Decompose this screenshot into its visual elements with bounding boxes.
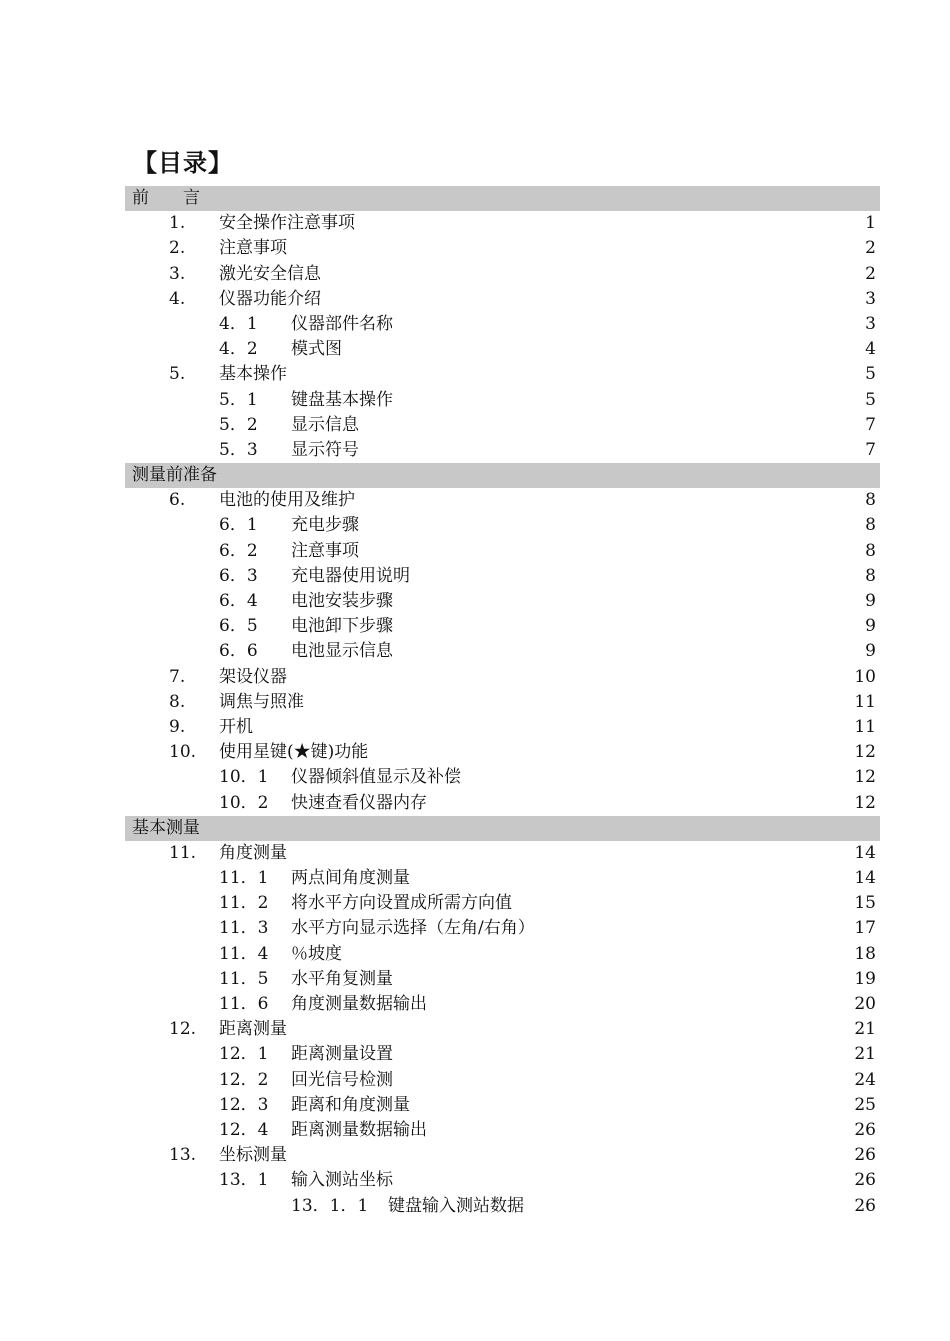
entry-number: 5．2 [219, 414, 258, 435]
entry-title: 显示信息 [291, 414, 359, 435]
entry-title: 架设仪器 [219, 666, 287, 687]
entry-title: 键盘输入测站数据 [388, 1195, 524, 1216]
toc-entry[interactable] [125, 1093, 880, 1118]
entry-number: 12. [169, 1019, 197, 1040]
entry-title: 注意事项 [291, 540, 359, 561]
entry-page-number: 19 [854, 968, 876, 989]
entry-title: 水平方向显示选择（左角/右角） [291, 918, 535, 939]
entry-number: 10．2 [219, 792, 269, 813]
entry-number: 11．2 [219, 893, 269, 914]
entry-page-number: 12 [854, 767, 876, 788]
toc-entry[interactable] [125, 564, 880, 589]
entry-page-number: 24 [854, 1069, 876, 1090]
entry-number: 13．1 [219, 1170, 269, 1191]
toc-entry[interactable] [125, 639, 880, 664]
entry-number: 6．3 [219, 565, 258, 586]
entry-number: 12．4 [219, 1119, 269, 1140]
entry-page-number: 1 [865, 213, 876, 234]
entry-title: 角度测量数据输出 [291, 994, 427, 1014]
entry-number: 6．5 [219, 616, 258, 637]
entry-number: 11．6 [219, 994, 269, 1014]
toc-entry[interactable] [125, 791, 880, 816]
entry-title: 仪器部件名称 [291, 313, 393, 334]
entry-page-number: 11 [854, 716, 876, 737]
toc-entry[interactable] [125, 413, 880, 438]
entry-number: 4．2 [219, 339, 258, 360]
entry-number: 11．3 [219, 918, 269, 939]
entry-number: 2. [169, 238, 186, 259]
entry-page-number: 21 [854, 1019, 876, 1040]
entry-number: 4. [169, 288, 186, 309]
entry-page-number: 14 [854, 842, 876, 863]
entry-title: 键盘基本操作 [291, 389, 393, 410]
entry-title: 电池显示信息 [291, 641, 393, 662]
entry-title: 开机 [219, 716, 253, 737]
toc-entry[interactable] [125, 211, 880, 236]
section-label: 测量前准备 [132, 465, 217, 486]
entry-page-number: 5 [865, 389, 876, 410]
toc-entry[interactable] [125, 262, 880, 287]
entry-title: 角度测量 [219, 842, 287, 863]
toc-entry[interactable] [125, 866, 880, 891]
toc-entry[interactable] [125, 438, 880, 463]
entry-title: 电池的使用及维护 [219, 490, 355, 511]
page-title: 【目录】 [133, 149, 233, 177]
entry-number: 12．3 [219, 1094, 269, 1115]
entry-number: 1. [169, 213, 186, 234]
toc-entry[interactable] [125, 665, 880, 690]
entry-title: 距离测量设置 [291, 1044, 393, 1065]
entry-page-number: 8 [865, 490, 876, 511]
entry-title: 模式图 [291, 339, 342, 360]
entry-page-number: 8 [865, 540, 876, 561]
entry-page-number: 2 [865, 263, 876, 284]
entry-title: 基本操作 [219, 364, 287, 385]
entry-title: 距离测量 [219, 1019, 287, 1040]
toc-entry[interactable] [125, 1042, 880, 1067]
toc-entry[interactable] [125, 1143, 880, 1168]
entry-number: 7. [169, 666, 186, 687]
toc-entry[interactable] [125, 992, 880, 1017]
entry-page-number: 26 [854, 1195, 876, 1216]
entry-page-number: 11 [854, 691, 876, 712]
entry-number: 11. [169, 842, 197, 863]
entry-page-number: 20 [854, 994, 876, 1014]
entry-number: 13．1．1 [291, 1195, 369, 1216]
entry-title: 回光信号检测 [291, 1069, 393, 1090]
entry-number: 6．2 [219, 540, 258, 561]
toc-entry[interactable] [125, 891, 880, 916]
toc-entry[interactable] [125, 942, 880, 967]
entry-title: 仪器功能介绍 [219, 288, 321, 309]
entry-page-number: 4 [865, 339, 876, 360]
toc-entry[interactable] [125, 1068, 880, 1093]
entry-page-number: 25 [854, 1094, 876, 1115]
entry-number: 13. [169, 1145, 197, 1166]
entry-number: 11．5 [219, 968, 269, 989]
entry-number: 10. [169, 742, 197, 763]
entry-number: 12．1 [219, 1044, 269, 1065]
entry-title: 两点间角度测量 [291, 868, 410, 889]
entry-page-number: 8 [865, 565, 876, 586]
entry-title: 激光安全信息 [219, 263, 321, 284]
entry-page-number: 14 [854, 868, 876, 889]
entry-page-number: 26 [854, 1145, 876, 1166]
entry-title: 使用星键(★键)功能 [219, 742, 369, 763]
entry-page-number: 3 [865, 313, 876, 334]
entry-page-number: 21 [854, 1044, 876, 1065]
toc-entry[interactable] [125, 513, 880, 538]
entry-number: 8. [169, 691, 186, 712]
entry-title: 电池卸下步骤 [291, 616, 393, 637]
toc-entry[interactable] [125, 236, 880, 261]
entry-page-number: 26 [854, 1119, 876, 1140]
entry-title: 充电步骤 [291, 515, 359, 536]
toc-entry[interactable] [125, 1118, 880, 1143]
entry-title: ％坡度 [291, 943, 342, 964]
entry-title: 距离测量数据输出 [291, 1119, 427, 1140]
toc-section-header[interactable] [125, 463, 880, 488]
entry-title: 距离和角度测量 [291, 1094, 410, 1115]
toc-entry[interactable] [125, 765, 880, 790]
entry-number: 6．1 [219, 515, 258, 536]
entry-title: 显示符号 [291, 439, 359, 460]
toc-entry[interactable] [125, 1168, 880, 1193]
toc-entry[interactable] [125, 841, 880, 866]
toc-entry[interactable] [125, 312, 880, 337]
entry-page-number: 12 [854, 792, 876, 813]
toc-entry[interactable] [125, 488, 880, 513]
toc-entry[interactable] [125, 362, 880, 387]
toc-entry[interactable] [125, 715, 880, 740]
entry-title: 水平角复测量 [291, 968, 393, 989]
toc-entry[interactable] [125, 740, 880, 765]
entry-title: 坐标测量 [219, 1145, 287, 1166]
section-label: 基本测量 [132, 817, 200, 838]
entry-number: 6. [169, 490, 186, 511]
entry-number: 11．1 [219, 868, 269, 889]
toc-section-header[interactable] [125, 186, 880, 211]
entry-page-number: 7 [865, 439, 876, 460]
toc-entry[interactable] [125, 916, 880, 941]
entry-number: 4．1 [219, 313, 258, 334]
section-label: 前 言 [132, 188, 200, 208]
toc-section-header[interactable] [125, 816, 880, 841]
entry-number: 12．2 [219, 1069, 269, 1090]
toc-entry[interactable] [125, 614, 880, 639]
entry-title: 注意事项 [219, 238, 287, 259]
entry-page-number: 26 [854, 1170, 876, 1191]
toc-entry[interactable] [125, 589, 880, 614]
toc-entry[interactable] [125, 1017, 880, 1042]
entry-number: 3. [169, 263, 186, 284]
entry-page-number: 12 [854, 742, 876, 763]
entry-page-number: 8 [865, 515, 876, 536]
entry-page-number: 9 [865, 641, 876, 662]
toc-entry[interactable] [125, 287, 880, 312]
entry-title: 安全操作注意事项 [219, 213, 355, 234]
entry-page-number: 9 [865, 591, 876, 611]
toc-entry[interactable] [125, 1194, 880, 1219]
entry-page-number: 10 [854, 666, 876, 687]
entry-title: 仪器倾斜值显示及补偿 [291, 767, 461, 788]
toc-entry[interactable] [125, 388, 880, 413]
entry-title: 快速查看仪器内存 [291, 792, 427, 813]
entry-number: 10．1 [219, 767, 269, 788]
entry-title: 电池安装步骤 [291, 591, 393, 611]
toc-entry[interactable] [125, 539, 880, 564]
entry-number: 5．3 [219, 439, 258, 460]
entry-number: 11．4 [219, 943, 269, 964]
entry-title: 调焦与照准 [219, 691, 304, 712]
entry-number: 6．6 [219, 641, 258, 662]
entry-page-number: 2 [865, 238, 876, 259]
entry-page-number: 9 [865, 616, 876, 637]
entry-page-number: 17 [854, 918, 876, 939]
entry-title: 将水平方向设置成所需方向值 [291, 893, 512, 914]
toc-entry[interactable] [125, 337, 880, 362]
entry-number: 5．1 [219, 389, 258, 410]
entry-number: 9. [169, 716, 186, 737]
entry-title: 充电器使用说明 [291, 565, 410, 586]
entry-page-number: 18 [854, 943, 876, 964]
entry-page-number: 7 [865, 414, 876, 435]
entry-number: 6．4 [219, 591, 258, 611]
entry-number: 5. [169, 364, 186, 385]
entry-page-number: 5 [865, 364, 876, 385]
entry-title: 输入测站坐标 [291, 1170, 393, 1191]
toc-entry[interactable] [125, 690, 880, 715]
toc-entry[interactable] [125, 967, 880, 992]
entry-page-number: 15 [854, 893, 876, 914]
table-of-contents [125, 186, 880, 1219]
entry-page-number: 3 [865, 288, 876, 309]
